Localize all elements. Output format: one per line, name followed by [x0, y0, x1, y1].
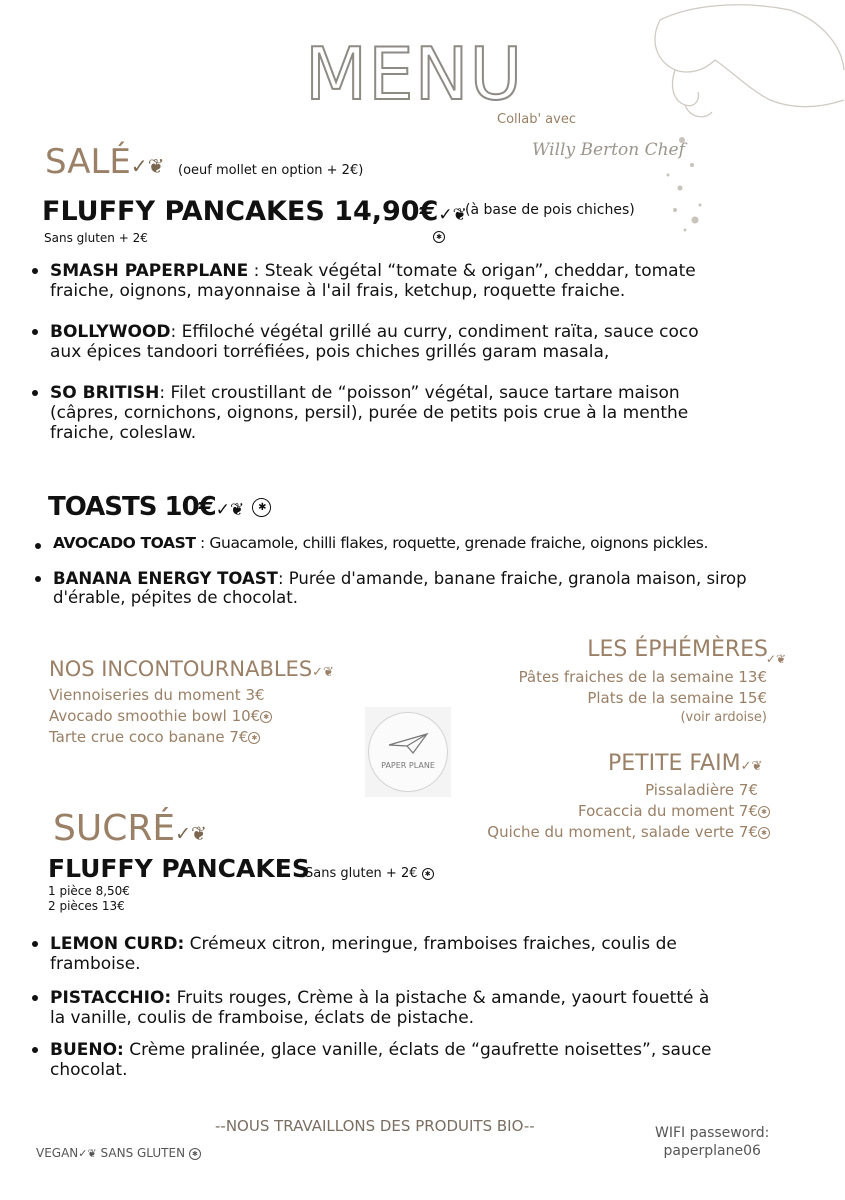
- list-item: [50, 988, 709, 1028]
- list-item: Focaccia du moment 7€ ✱: [487, 801, 770, 822]
- sucre-prices: [48, 884, 130, 914]
- paper-plane-logo: [365, 707, 451, 797]
- list-item: [53, 569, 747, 607]
- list-item: Plats de la semaine 15€: [587, 689, 767, 707]
- item-name: BOLLYWOOD: [50, 322, 171, 342]
- item-desc-line: d'érable, pépites de chocolat.: [53, 588, 298, 607]
- item-desc: Crémeux citron, meringue, framboises fraiches, coulis de: [189, 934, 677, 954]
- list-item: Quiche du moment, salade verte 7€ ✱: [487, 822, 770, 843]
- bullet-dot-icon: [32, 1047, 38, 1053]
- vegan-icon: ✓❦: [130, 154, 165, 178]
- gluten-free-icon: ✱: [260, 711, 272, 723]
- item-name: BANANA ENERGY TOAST: [53, 569, 278, 588]
- list-item: [50, 383, 688, 443]
- list-item: Viennoiseries du moment 3€: [49, 686, 265, 704]
- vegan-icon: ✓❦: [740, 759, 763, 774]
- item-desc-line: la vanille, coulis de framboise, éclats de pistache.: [50, 1008, 475, 1028]
- list-item: [53, 533, 708, 553]
- ephemeres-note: (voir ardoise): [680, 710, 767, 725]
- list-item: [50, 1040, 712, 1080]
- item-desc-line: fraiche, oignons, mayonnaise à l'ail frais, ketchup, roquette fraiche.: [50, 281, 626, 301]
- petite-faim-list: [487, 780, 770, 843]
- pancakes-sucre-title: FLUFFY PANCAKES: [48, 854, 310, 883]
- collab-label: Collab' avec: [497, 112, 576, 127]
- list-item: Pâtes fraiches de la semaine 13€: [518, 668, 767, 686]
- sucre-heading: [53, 808, 207, 855]
- item-sep: :: [170, 322, 182, 342]
- item-sep: :: [159, 383, 171, 403]
- vegan-icon: ✓❦: [215, 500, 245, 520]
- gluten-free-icon: ✱: [433, 231, 445, 243]
- ephemeres-heading-text: LES ÉPHÉMÈRES: [587, 637, 768, 662]
- list-item: Avocado smoothie bowl 10€ ✱: [49, 706, 272, 727]
- pancakes-sale-title: [42, 195, 467, 232]
- gluten-free-icon: ✱: [758, 827, 770, 839]
- item-desc: Effiloché végétal grillé au curry, condiment raïta, sauce coco: [181, 322, 699, 342]
- vegan-icon: ✓❦: [312, 665, 334, 680]
- chef-signature: Willy Berton Chef: [532, 140, 685, 160]
- icon-legend: [36, 1146, 201, 1160]
- item-desc-line: (câpres, cornichons, oignons, persil), purée de petits pois crue à la menthe: [50, 403, 689, 423]
- bullet-dot-icon: [32, 390, 38, 396]
- item-sep: :: [248, 261, 265, 281]
- item-name: SO BRITISH: [50, 383, 160, 403]
- item-desc: Guacamole, chilli flakes, roquette, grenade fraiche, oignons pickles.: [209, 534, 709, 552]
- list-item: Pissaladière 7€: [645, 781, 758, 799]
- petite-faim-heading: [608, 750, 762, 781]
- hand-sketch-illustration: [620, 0, 845, 240]
- sucre-gluten-note: Sans gluten + 2€ ✱: [305, 866, 434, 881]
- incontournables-list: [49, 685, 272, 748]
- bullet-dot-icon: [32, 268, 38, 274]
- gluten-free-icon: ✱: [422, 868, 434, 880]
- incontournables-heading-text: NOS INCONTOURNABLES: [49, 657, 313, 681]
- gluten-free-icon: ✱: [189, 1148, 201, 1160]
- item-sep: :: [195, 534, 210, 552]
- wifi-info: [655, 1124, 769, 1160]
- vegan-icon: ✓❦: [438, 205, 467, 225]
- paper-plane-icon: [387, 731, 431, 757]
- logo-text: PAPER PLANE: [381, 761, 435, 770]
- list-item: [50, 322, 699, 362]
- bullet-dot-icon: [32, 329, 38, 335]
- vegan-icon: ✓❦: [78, 1147, 97, 1160]
- sale-heading-text: SALÉ: [45, 142, 131, 182]
- list-item: Tarte crue coco banane 7€ ✱: [49, 727, 272, 748]
- item-desc: Fruits rouges, Crème à la pistache & amande, yaourt fouetté à: [176, 988, 710, 1008]
- item-desc: Filet croustillant de “poisson” végétal, sauce tartare maison: [170, 383, 680, 403]
- list-item: [50, 261, 696, 301]
- gluten-free-icon: ✱: [758, 806, 770, 818]
- item-name: BUENO:: [50, 1040, 124, 1060]
- petite-faim-heading-text: PETITE FAIM: [608, 751, 741, 776]
- item-desc: Crème pralinée, glace vanille, éclats de “gaufrette noisettes”, sauce: [129, 1040, 712, 1060]
- item-sep: :: [277, 569, 289, 588]
- item-name: AVOCADO TOAST: [53, 534, 196, 552]
- ephemeres-heading: [587, 636, 786, 666]
- vegan-icon: ✓❦: [175, 823, 207, 845]
- bullet-dot-icon: [32, 995, 38, 1001]
- bullet-dot-icon: [32, 941, 38, 947]
- egg-option-note: (oeuf mollet en option + 2€): [178, 163, 364, 178]
- gluten-free-icon: ✱: [248, 732, 260, 744]
- incontournables-heading: [49, 656, 334, 686]
- pancakes-sale-title-text: FLUFFY PANCAKES 14,90€: [42, 196, 439, 227]
- item-desc-line: chocolat.: [50, 1060, 128, 1080]
- item-desc: Purée d'amande, banane fraiche, granola maison, sirop: [288, 569, 747, 588]
- item-name: PISTACCHIO:: [50, 988, 172, 1008]
- vegan-icon: ✓❦: [765, 652, 786, 666]
- ephemeres-list: [519, 667, 767, 727]
- item-name: SMASH PAPERPLANE: [50, 261, 249, 281]
- bullet-dot-icon: [35, 576, 41, 582]
- wifi-label: WIFI passeword:: [655, 1125, 770, 1141]
- list-item: [50, 934, 677, 974]
- toasts-title-text: TOASTS 10€: [48, 492, 216, 522]
- item-desc: Steak végétal “tomate & origan”, cheddar, tomate: [264, 261, 696, 281]
- sale-gluten-note: Sans gluten + 2€: [44, 231, 148, 245]
- bio-notice: --NOUS TRAVAILLONS DES PRODUITS BIO--: [215, 1117, 535, 1135]
- bullet-dot-icon: [35, 543, 41, 549]
- sucre-heading-text: SUCRÉ: [53, 808, 176, 849]
- pancakes-sale-note: (à base de pois chiches): [465, 202, 635, 218]
- sale-heading: [45, 142, 164, 186]
- menu-title: MENU: [305, 32, 524, 116]
- price-one: 1 pièce 8,50€: [48, 884, 130, 898]
- wifi-password: paperplane06: [663, 1143, 761, 1159]
- price-two: 2 pièces 13€: [48, 899, 125, 913]
- item-name: LEMON CURD:: [50, 934, 185, 954]
- legend-gluten: SANS GLUTEN: [100, 1146, 186, 1160]
- item-desc-line: fraiche, coleslaw.: [50, 423, 197, 443]
- legend-vegan: VEGAN: [36, 1146, 79, 1160]
- item-desc-line: aux épices tandoori torréfiées, pois chiches grillés garam masala,: [50, 342, 610, 362]
- toasts-title: [48, 490, 271, 527]
- item-desc-line: framboise.: [50, 954, 141, 974]
- gluten-free-icon: ✱: [252, 498, 271, 517]
